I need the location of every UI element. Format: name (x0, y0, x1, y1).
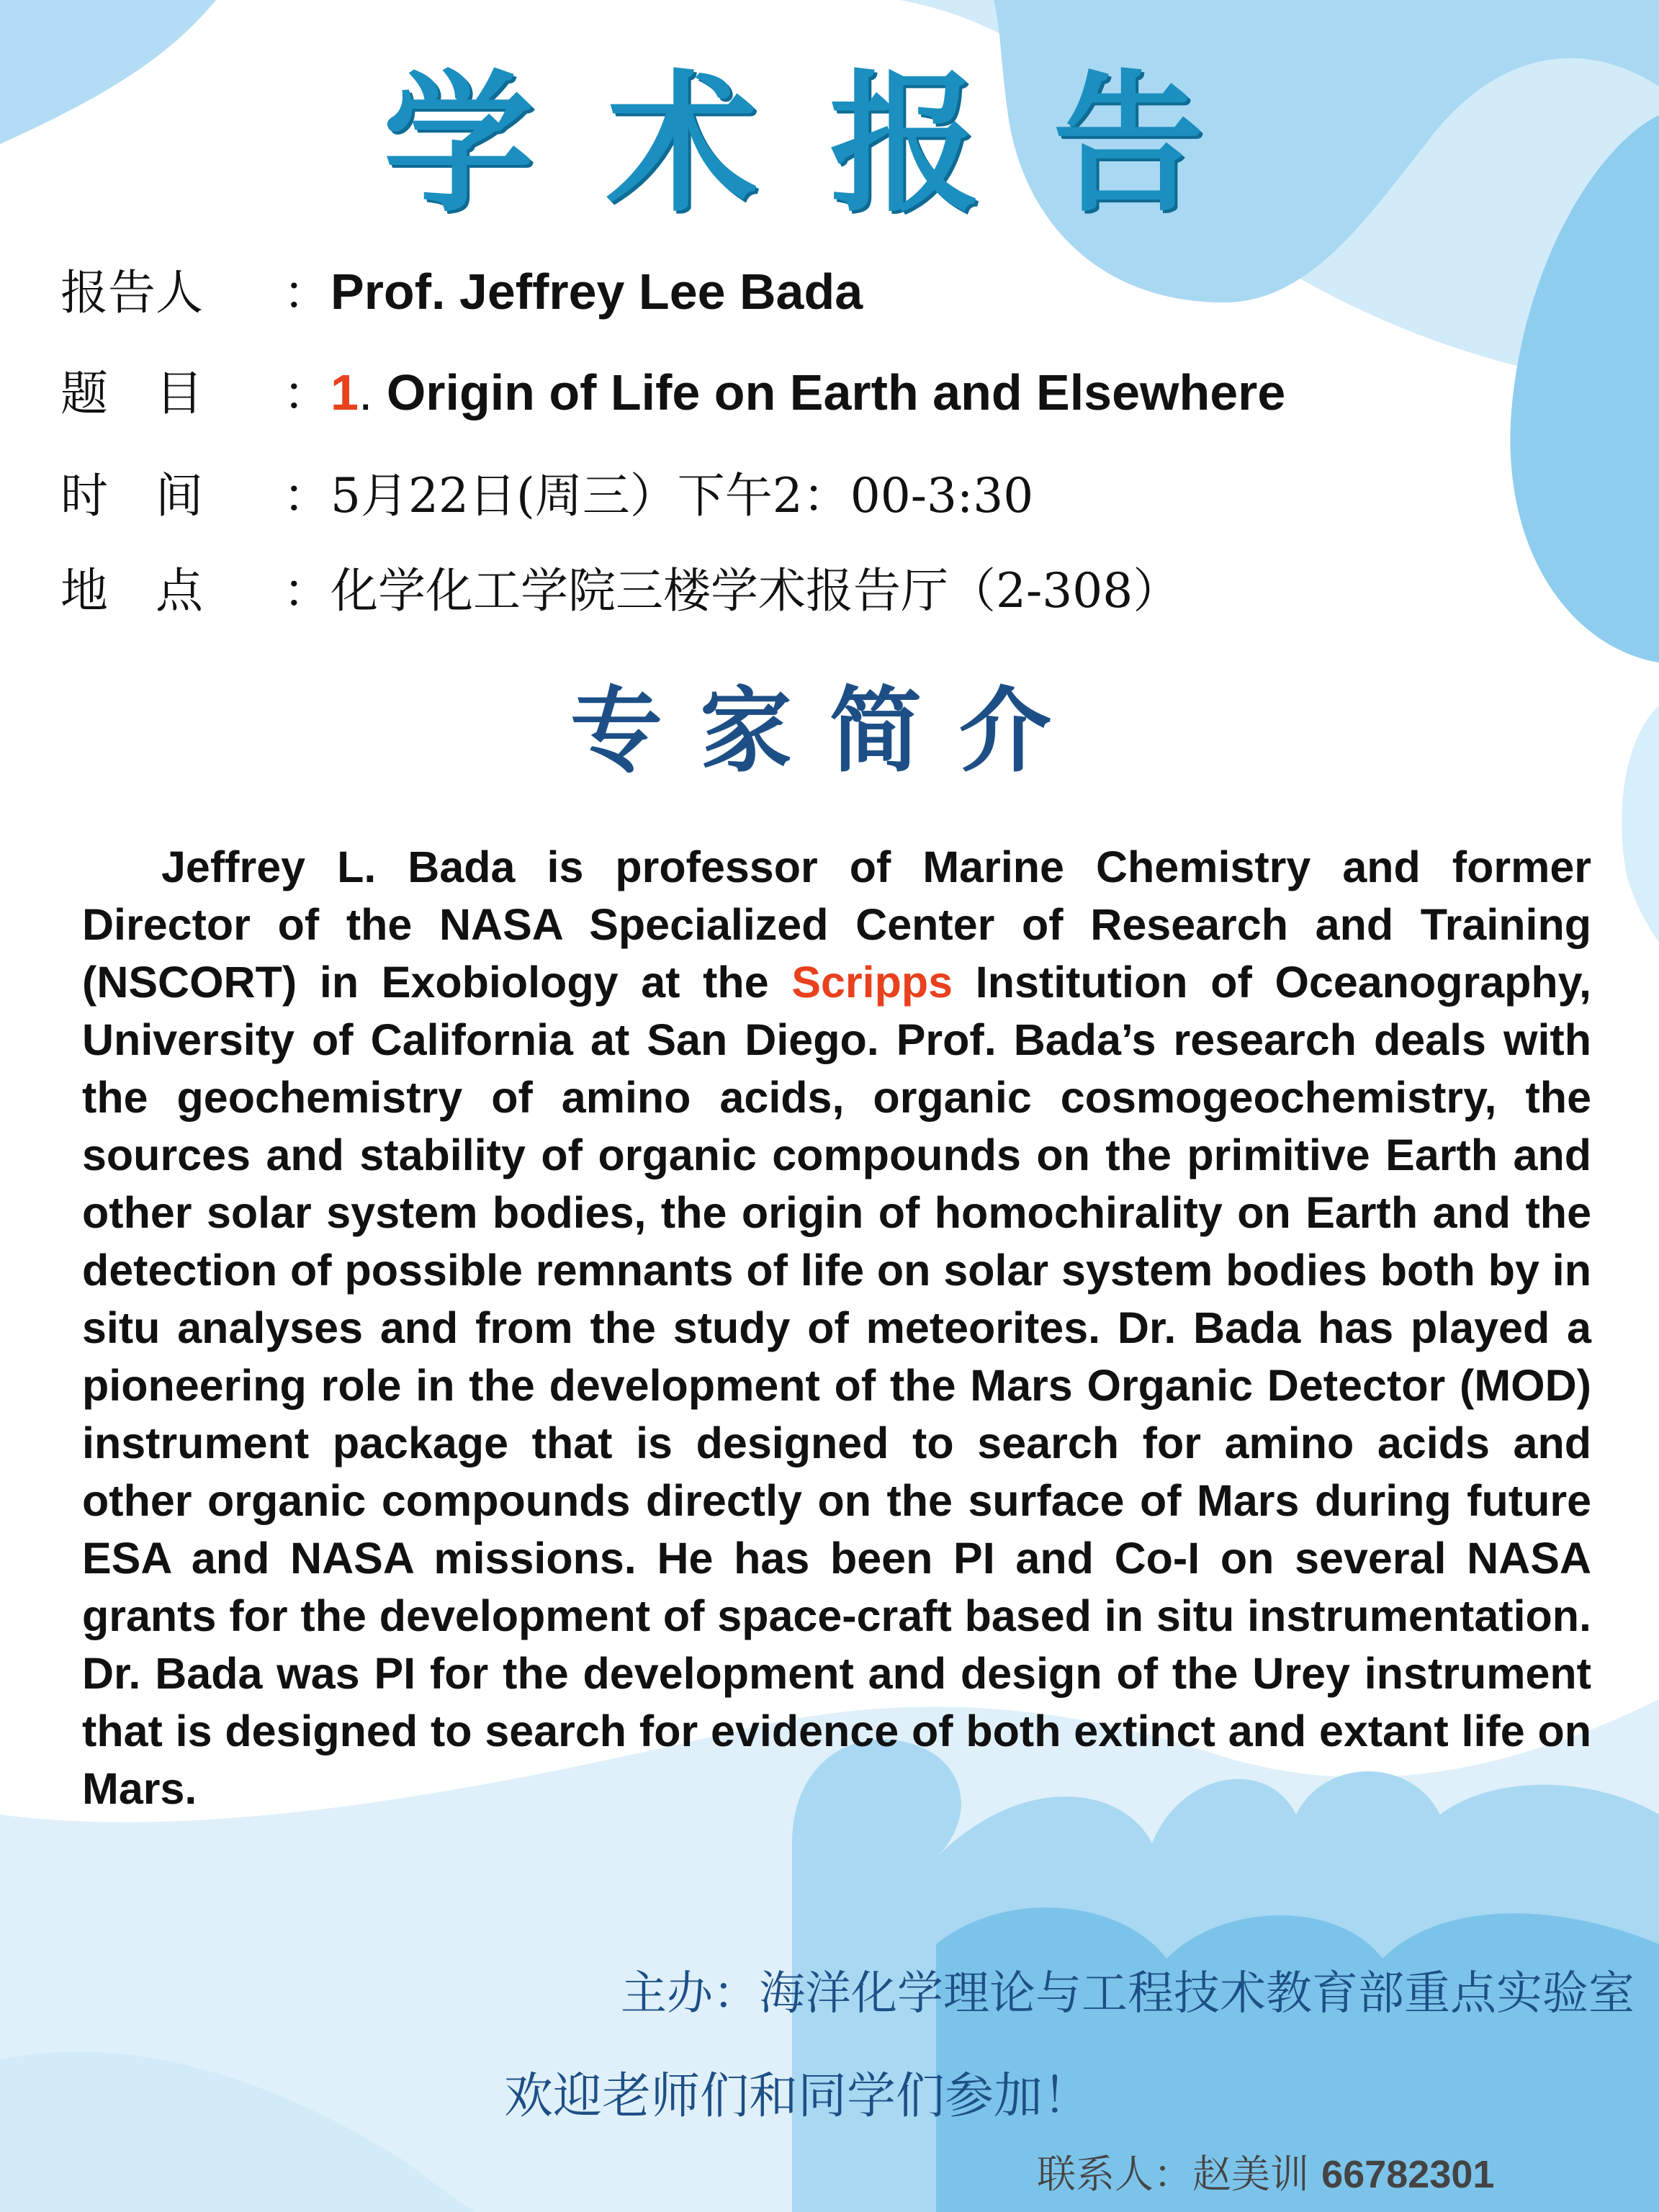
section-title: 专家简介 (570, 677, 1089, 785)
contact-label: 联系人：赵美训 (1037, 2152, 1309, 2197)
time-separator: ： (283, 468, 331, 523)
page-title: 学术报告 (382, 55, 1276, 233)
time-row (60, 457, 1033, 536)
time-label: 时 间 (60, 468, 203, 523)
speaker-label: 报告人 (60, 265, 203, 320)
bio-paragraph (82, 838, 1591, 1817)
organizer: 主办：海洋化学理论与工程技术教育部重点实验室 (621, 1967, 1635, 2020)
contact-info (1037, 2146, 1494, 2203)
place-value: 化学化工学院三楼学术报告厅（2-308） (331, 563, 1181, 619)
place-label: 地 点 (60, 563, 203, 619)
topic-separator: ： (283, 366, 331, 421)
place-row (60, 552, 1180, 631)
welcome-message: 欢迎老师们和同学们参加！ (504, 2068, 1092, 2125)
place-separator: ： (283, 563, 331, 619)
topic-label: 题 目 (60, 366, 203, 421)
topic-number: 1 (331, 364, 359, 421)
bio-highlight: Scripps (791, 958, 953, 1007)
speaker-separator: ： (283, 265, 331, 320)
topic-title: Origin of Life on Earth and Elsewhere (372, 364, 1286, 421)
topic-row (60, 353, 1285, 432)
speaker-row (60, 252, 863, 331)
contact-phone: 66782301 (1321, 2153, 1495, 2196)
speaker-name: Prof. Jeffrey Lee Bada (331, 264, 863, 320)
bio-text-after: Institution of Oceanography, University of California at San Diego. Prof. Bada’s research deals with the geochemistry of amino acids, organic cosmogeochemistry, the sources and stability of organic compounds on the primitive Earth and other solar system bodies, the origin of homochirality on Earth and the detection of possible remnants of life on solar system bodies both by in situ analyses and from the study of meteorites. Dr. Bada has played a pioneering role in the development of the Mars Organic Detector (MOD) instrument package that is designed to search for amino acids and other organic compounds directly on the surface of Mars during future ESA and NASA missions. He has been PI and Co-I on several NASA grants for the development of space-craft based in situ instrumentation. Dr. Bada was PI for the development and design of the Urey instrument that is designed to search for evidence of both extinct and extant life on Mars. (82, 958, 1591, 1813)
time-value: 5月22日(周三）下午2：00-3:30 (331, 468, 1034, 523)
topic-dot: . (358, 364, 373, 421)
bio-text-before: Jeffrey L. Bada is professor of Marine Chemistry and former Director of the NASA Specialized Center of Research and Training (NSCORT) in Exobiology at the (82, 842, 1591, 1007)
